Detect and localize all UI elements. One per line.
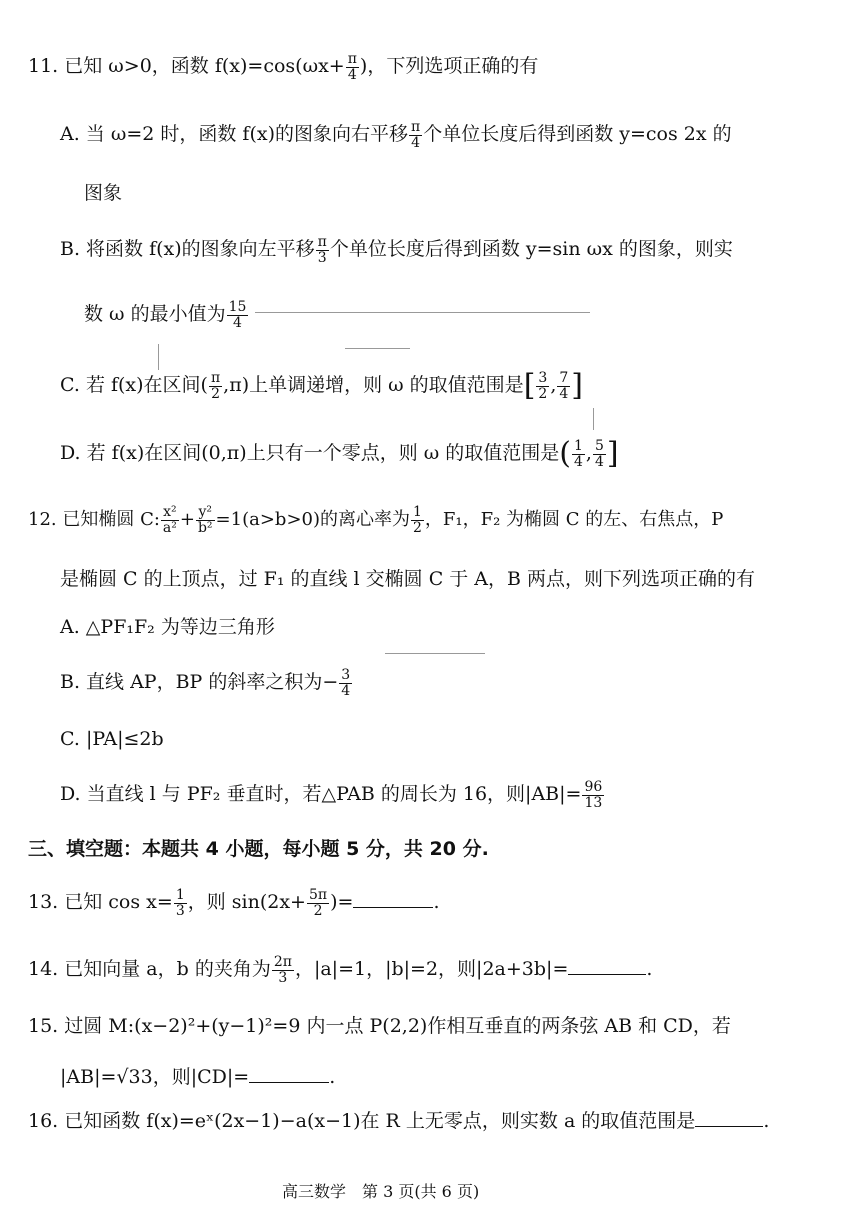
numerator: 1 (175, 887, 185, 903)
fraction (339, 668, 352, 698)
q13-tail: )= (330, 891, 354, 914)
q12-b-lead: B. 直线 AP，BP 的斜率之积为− (60, 671, 339, 694)
right-bracket: ] (571, 368, 584, 403)
denominator: 4 (411, 134, 421, 151)
numerator: 5 (594, 437, 604, 454)
faint-rule (385, 653, 485, 654)
fraction (196, 505, 215, 535)
fraction (409, 120, 422, 150)
comma: , (585, 442, 592, 464)
period: . (646, 958, 653, 981)
q16-text: 16. 已知函数 f(x)=eˣ(2x−1)−a(x−1)在 R 上无零点，则实数 a 的取值范围是 (28, 1110, 696, 1132)
faint-rule (255, 312, 590, 313)
fraction (272, 955, 294, 985)
q12-stem-lead: 12. 已知椭圆 C: (28, 509, 160, 531)
q12-stem-tail: ，F₁，F₂ 为椭圆 C 的左、右焦点，P (424, 509, 724, 531)
denominator: 3 (175, 902, 185, 919)
answer-blank[interactable] (353, 906, 433, 908)
numerator: 3 (341, 667, 351, 683)
fraction (161, 505, 179, 535)
numerator: 96 (584, 779, 603, 795)
right-bracket: ] (606, 436, 619, 471)
q11-option-a (60, 120, 732, 150)
q15-line1: 15. 过圆 M:(x−2)²+(y−1)²=9 内一点 P(2,2)作相互垂直的两条弦 AB 和 CD，若 (28, 1015, 731, 1037)
denominator: 4 (594, 453, 604, 470)
fraction (536, 371, 549, 401)
denominator: 4 (573, 453, 583, 470)
q12-stem-line2: 是椭圆 C 的上顶点，过 F₁ 的直线 l 交椭圆 C 于 A，B 两点，则下列选项正确的有 (60, 568, 756, 590)
faint-rule (345, 348, 410, 349)
q11-option-d (60, 436, 619, 472)
fraction (209, 371, 222, 401)
q11-d-lead: D. 若 f(x)在区间(0,π)上只有一个零点，则 ω 的取值范围是 (60, 442, 560, 464)
q15-lead: |AB|= (60, 1066, 117, 1088)
q12-option-c: C. |PA|≤2b (60, 728, 164, 750)
period: . (329, 1066, 336, 1088)
q15-tail: ，则|CD|= (152, 1066, 250, 1088)
q11-a-lead: A. 当 ω=2 时，函数 f(x)的图象向右平移 (60, 123, 408, 146)
left-bracket: [ (523, 368, 536, 403)
numerator: 5π (308, 887, 328, 903)
faint-mark (593, 408, 594, 430)
answer-blank[interactable] (249, 1081, 329, 1083)
denominator: 4 (559, 385, 569, 402)
numerator: π (317, 234, 327, 250)
fraction (316, 235, 329, 265)
q12-d-lead: D. 当直线 l 与 PF₂ 垂直时，若△PAB 的周长为 16，则|AB|= (60, 783, 582, 806)
numerator: π (347, 51, 357, 67)
period: . (433, 891, 440, 914)
numerator: y² (196, 505, 215, 521)
fraction (307, 888, 329, 918)
denominator: 3 (278, 969, 288, 986)
period: . (763, 1110, 770, 1132)
section-heading: 三、填空题：本题共 4 小题，每小题 5 分，共 20 分. (28, 838, 489, 860)
denominator: 4 (347, 66, 357, 83)
q12-stem (28, 505, 723, 535)
denominator: 2 (211, 385, 221, 402)
answer-blank[interactable] (568, 973, 646, 975)
q11-b-lead: B. 将函数 f(x)的图象向左平移 (60, 238, 315, 261)
numerator: π (210, 369, 221, 386)
q11-option-b-cont (84, 300, 249, 330)
q11-stem-tail: )，下列选项正确的有 (359, 55, 539, 78)
denominator: b² (197, 519, 213, 536)
denominator: 2 (413, 519, 422, 536)
numerator: 7 (559, 369, 569, 386)
q13 (28, 888, 439, 918)
fraction (411, 505, 424, 535)
denominator: a² (162, 519, 177, 536)
q12-option-d (60, 780, 605, 810)
q11-stem (28, 52, 538, 82)
left-paren: ( (559, 436, 571, 471)
q12-stem-mid: =1(a>b>0)的离心率为 (215, 509, 410, 531)
q11-c-mid: ,π)上单调递增，则 ω 的取值范围是 (223, 374, 524, 396)
q11-b-cont-lead: 数 ω 的最小值为 (84, 303, 226, 326)
q11-option-b (60, 235, 733, 265)
fraction (557, 371, 570, 401)
numerator: 3 (538, 369, 548, 386)
fraction (227, 300, 249, 330)
fraction (593, 439, 606, 469)
q14 (28, 955, 652, 985)
q11-option-c (60, 368, 583, 404)
denominator: 4 (341, 682, 351, 699)
numerator: x² (161, 505, 179, 521)
q11-option-a-cont: 图象 (84, 182, 123, 204)
q13-mid: ，则 sin(2x+ (187, 891, 306, 914)
numerator: 2π (273, 954, 292, 970)
page-footer: 高三数学 第 3 页(共 6 页) (282, 1182, 480, 1201)
numerator: 1 (413, 504, 422, 520)
comma: , (550, 374, 557, 396)
q16 (28, 1110, 769, 1133)
q15-line2 (60, 1066, 335, 1089)
answer-blank[interactable] (695, 1125, 763, 1127)
fraction (572, 439, 585, 469)
numerator: 1 (573, 437, 583, 454)
fraction (346, 52, 359, 82)
fraction (582, 780, 604, 810)
denominator: 4 (233, 314, 242, 331)
denominator: 3 (317, 249, 327, 266)
q14-lead: 14. 已知向量 a，b 的夹角为 (28, 958, 271, 981)
q12-option-a: A. △PF₁F₂ 为等边三角形 (60, 616, 275, 638)
numerator: 15 (228, 299, 247, 315)
q11-stem-lead: 11. 已知 ω>0，函数 f(x)=cos(ωx+ (28, 55, 345, 78)
q11-c-lead: C. 若 f(x)在区间( (60, 374, 208, 396)
plus-sign: + (179, 509, 195, 531)
denominator: 2 (538, 385, 548, 402)
numerator: π (411, 119, 421, 135)
q14-tail: ，|a|=1，|b|=2，则|2a+3b|= (294, 958, 569, 981)
q11-a-tail: 个单位长度后得到函数 y=cos 2x 的 (423, 123, 732, 146)
sqrt-value: √33 (116, 1066, 153, 1088)
fraction (174, 888, 187, 918)
q12-option-b (60, 668, 353, 698)
q13-lead: 13. 已知 cos x= (28, 891, 173, 914)
faint-mark (158, 344, 159, 370)
denominator: 2 (313, 902, 323, 919)
q11-b-tail: 个单位长度后得到函数 y=sin ωx 的图象，则实 (329, 238, 733, 261)
denominator: 13 (584, 794, 603, 811)
